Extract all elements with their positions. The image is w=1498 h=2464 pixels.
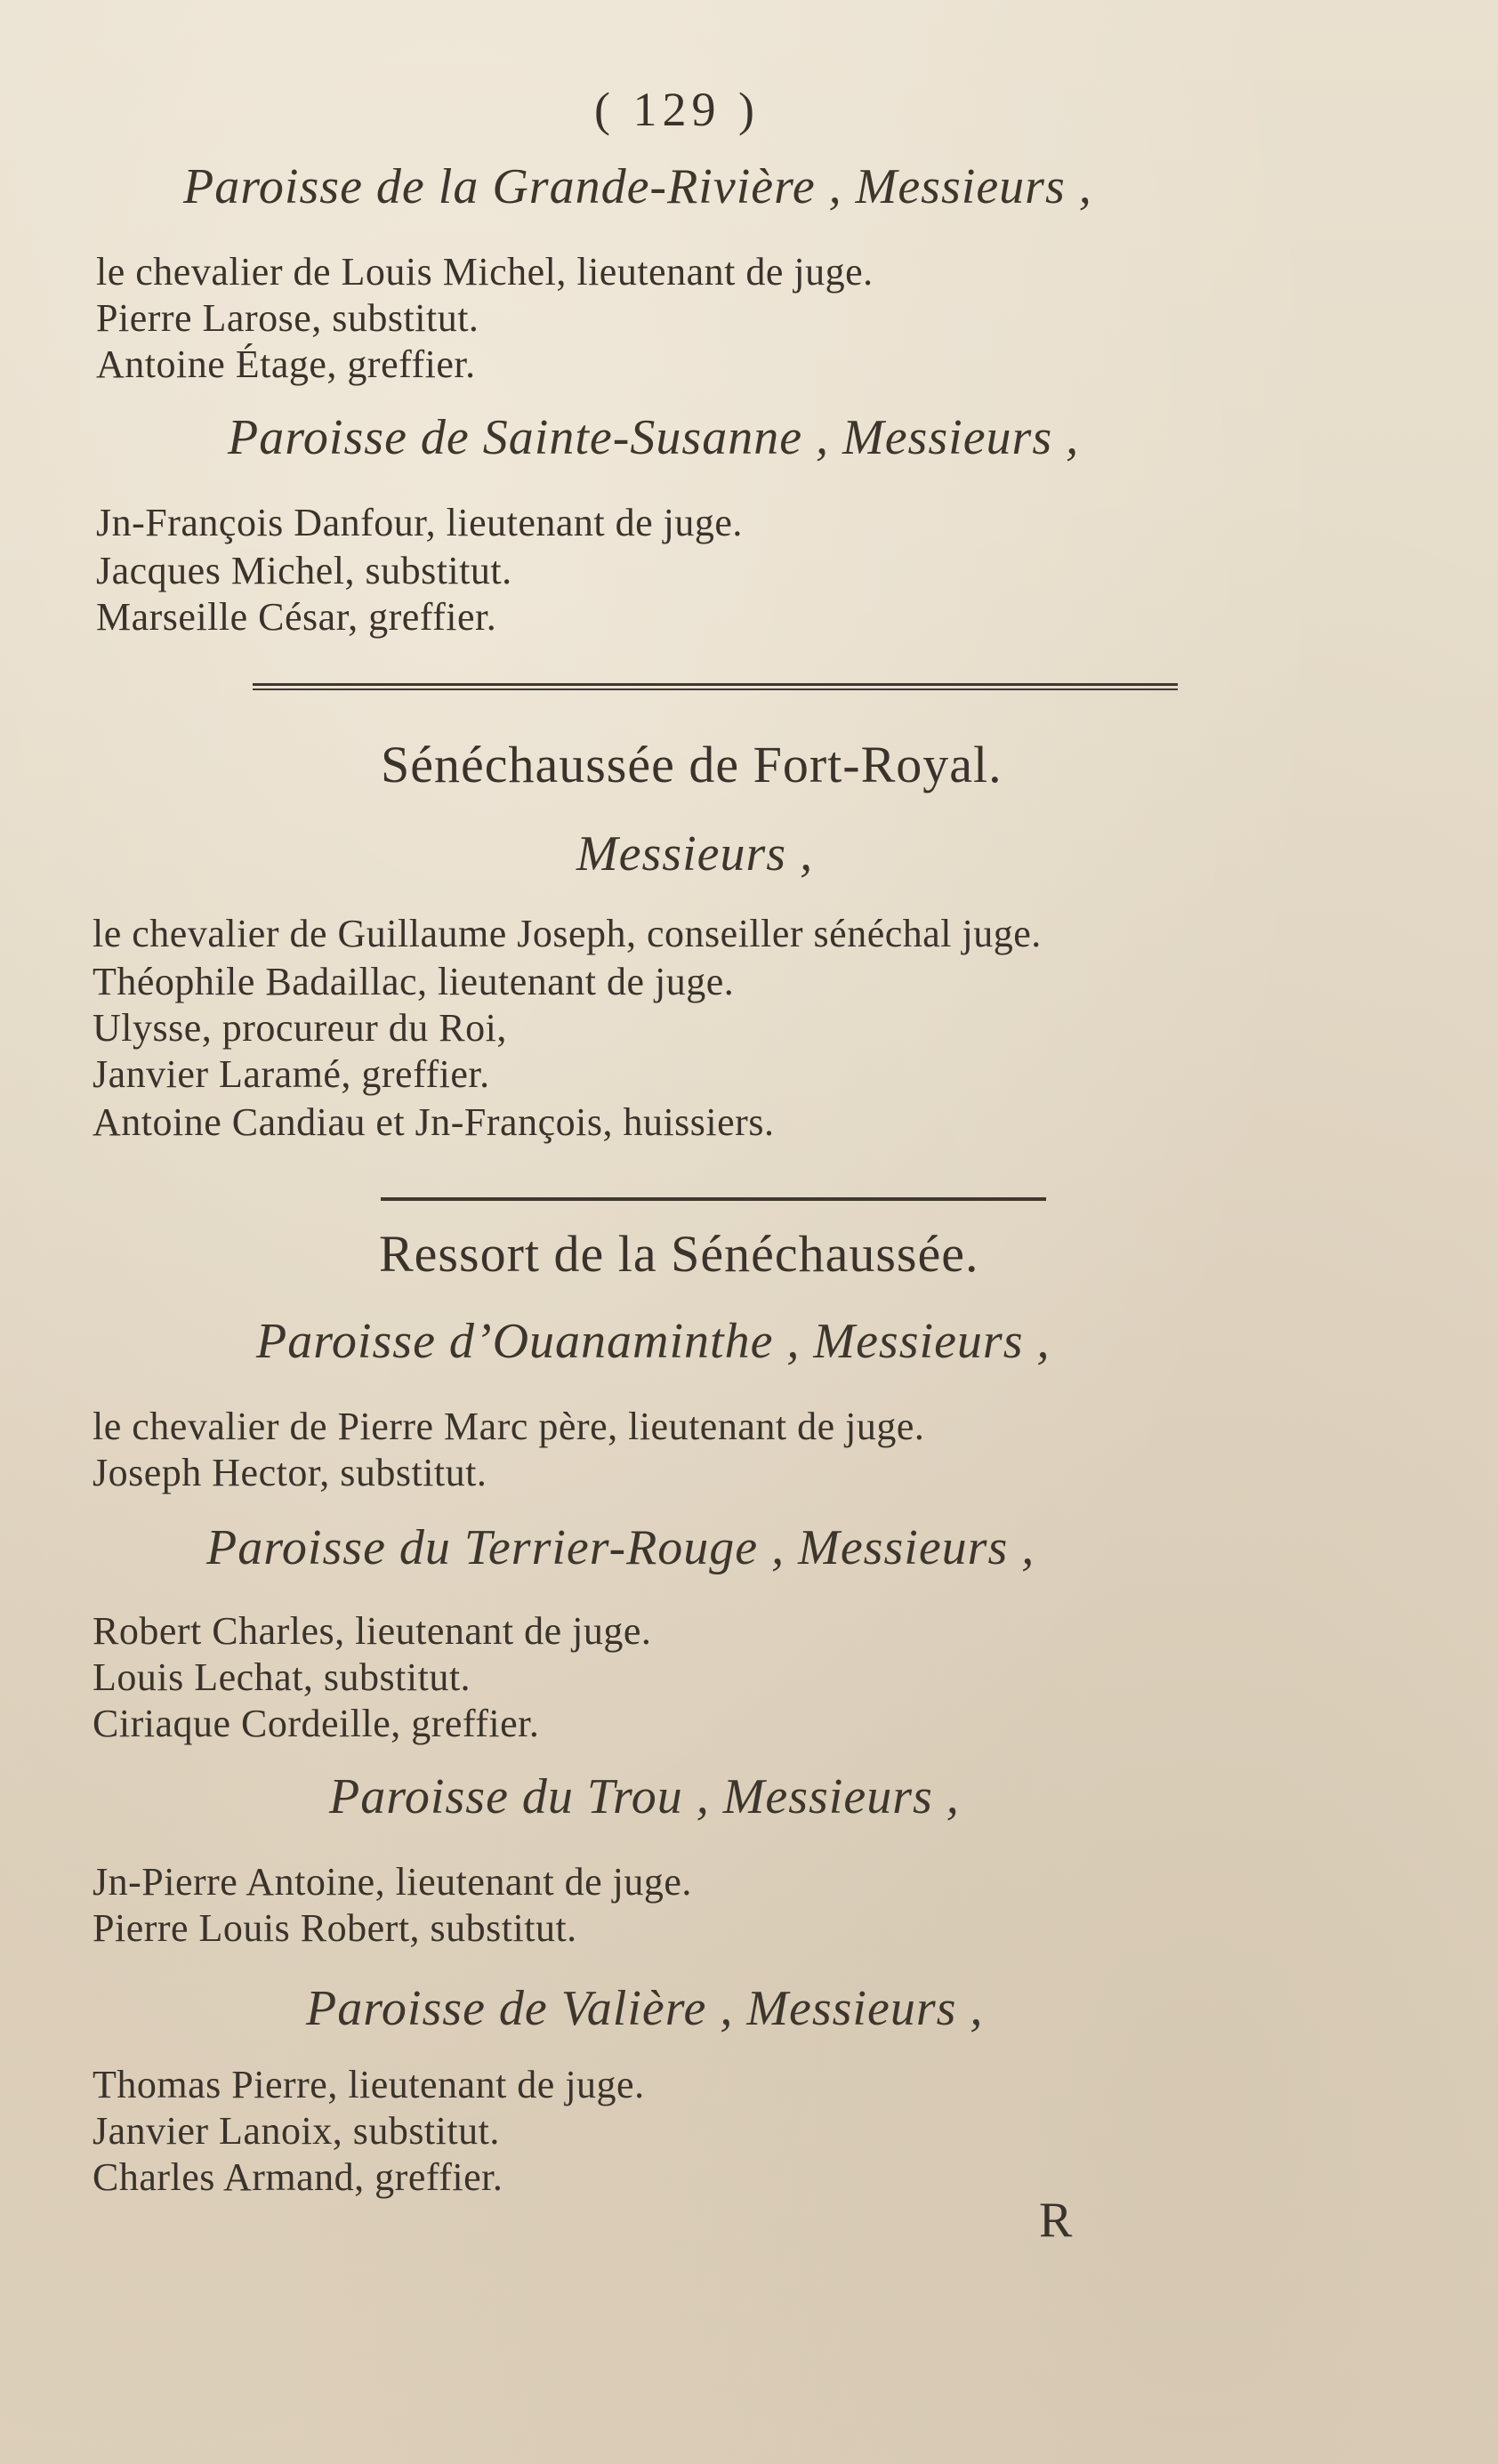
entry-line: Janvier Laramé, greffier. xyxy=(93,1052,490,1096)
entry-line: Robert Charles, lieutenant de juge. xyxy=(93,1609,652,1653)
entry-line: Antoine Étage, greffier. xyxy=(96,342,476,386)
entry-line: Charles Armand, greffier. xyxy=(93,2155,503,2199)
entry-line: Ciriaque Cordeille, greffier. xyxy=(93,1702,540,1745)
parish-heading-grande-riviere: Paroisse de la Grande-Rivière , Messieurs , xyxy=(183,159,1092,214)
entry-line: Théophile Badaillac, lieutenant de juge. xyxy=(93,960,735,1003)
entry-line: Jn-François Danfour, lieutenant de juge. xyxy=(96,501,743,544)
parish-heading-trou: Paroisse du Trou , Messieurs , xyxy=(329,1769,960,1824)
section-heading-fort-royal: Sénéchaussée de Fort-Royal. xyxy=(381,736,1003,793)
entry-line: Janvier Lanoix, substitut. xyxy=(93,2109,500,2153)
entry-line: Marseille César, greffier. xyxy=(96,595,497,639)
entry-line: Jn-Pierre Antoine, lieutenant de juge. xyxy=(93,1860,692,1904)
entry-line: le chevalier de Pierre Marc père, lieutenant de juge. xyxy=(93,1405,925,1448)
entry-line: Jacques Michel, substitut. xyxy=(96,549,512,592)
parish-heading-ouanaminthe: Paroisse d’Ouanaminthe , Messieurs , xyxy=(256,1314,1051,1369)
section-subheading-messieurs: Messieurs , xyxy=(576,826,814,882)
section-divider xyxy=(253,683,1178,690)
section-heading-ressort: Ressort de la Sénéchaussée. xyxy=(379,1225,979,1283)
entry-line: Thomas Pierre, lieutenant de juge. xyxy=(93,2063,645,2106)
signature-mark: R xyxy=(1039,2193,1074,2248)
entry-line: Joseph Hector, substitut. xyxy=(93,1451,487,1494)
entry-line: Louis Lechat, substitut. xyxy=(93,1655,471,1699)
entry-line: Pierre Larose, substitut. xyxy=(96,296,479,340)
page-number: ( 129 ) xyxy=(594,83,760,136)
entry-line: Pierre Louis Robert, substitut. xyxy=(93,1906,577,1950)
entry-line: le chevalier de Guillaume Joseph, conseiller sénéchal juge. xyxy=(93,912,1042,955)
parish-heading-sainte-susanne: Paroisse de Sainte-Susanne , Messieurs , xyxy=(228,410,1080,465)
entry-line: Antoine Candiau et Jn-François, huissiers. xyxy=(93,1100,775,1144)
entry-line: Ulysse, procureur du Roi, xyxy=(93,1006,507,1050)
entry-line: le chevalier de Louis Michel, lieutenant de juge. xyxy=(96,250,874,294)
parish-heading-terrier-rouge: Paroisse du Terrier-Rouge , Messieurs , xyxy=(206,1520,1035,1575)
parish-heading-valiere: Paroisse de Valière , Messieurs , xyxy=(306,1981,984,2036)
section-divider xyxy=(381,1197,1046,1201)
